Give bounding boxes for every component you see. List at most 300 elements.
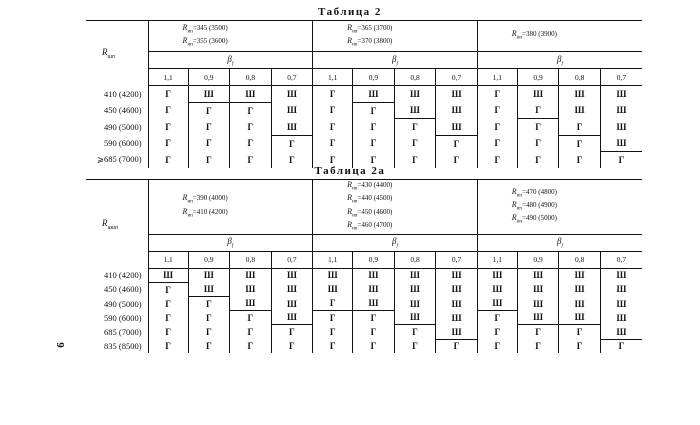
cell-value: Ш: [574, 105, 585, 116]
table-cell: [559, 102, 601, 119]
group-header: [313, 21, 478, 52]
cell-value: Г: [370, 105, 377, 116]
r-value: =355 (3600): [192, 37, 228, 45]
row-header-subscript: шп: [107, 53, 116, 60]
beta-header: [148, 234, 313, 251]
table-cell: [477, 311, 517, 325]
cell-value: Ш: [410, 312, 420, 323]
cell-value: Г: [494, 326, 501, 337]
cell-value: Г: [576, 341, 583, 352]
cell-value: Ш: [203, 88, 214, 99]
cell-value: Г: [535, 122, 541, 132]
r-symbol: R: [347, 193, 353, 203]
beta-header: [477, 234, 642, 251]
coef-header: 1,1: [477, 69, 517, 86]
cell-value: Ш: [533, 312, 544, 323]
table-cell: [271, 102, 313, 119]
cell-value: Г: [165, 341, 171, 352]
table-cell: [188, 282, 230, 296]
table-cell: [600, 86, 642, 103]
table-cell: [313, 135, 353, 152]
coef-header: 0,7: [600, 69, 642, 86]
r-symbol: R: [347, 206, 353, 216]
table-cell: [477, 282, 517, 296]
table-cell: [271, 268, 313, 282]
cell-value: Ш: [410, 298, 420, 309]
beta-subscript: f: [396, 61, 398, 67]
coef-header: 0,7: [600, 251, 642, 268]
cell-value: Г: [329, 298, 336, 309]
table-cell: [148, 268, 188, 282]
cell-value: Г: [165, 326, 171, 337]
coef-header: 1,1: [313, 69, 353, 86]
cell-value: Г: [494, 312, 501, 323]
table-cell: [271, 86, 313, 103]
table-row: [86, 102, 642, 119]
table2a-title: Таблица 2а: [314, 165, 386, 177]
cell-value: Ш: [286, 121, 297, 132]
cell-value: Ш: [203, 284, 214, 295]
row-header-symbol: R: [102, 46, 108, 57]
cell-value: Ш: [163, 270, 173, 281]
cell-value: Ш: [368, 270, 379, 281]
table-cell: [436, 325, 478, 339]
r-subscript: ип: [187, 199, 193, 205]
table-cell: [436, 86, 478, 103]
table-cell: [394, 339, 436, 353]
table-cell: [436, 119, 478, 136]
cell-value: Г: [289, 154, 295, 165]
r-value: =470 (4800): [522, 187, 557, 196]
cell-value: Г: [412, 341, 418, 352]
cell-value: Ш: [245, 270, 256, 281]
table-cell: [148, 119, 188, 136]
table-cell: [188, 102, 230, 119]
beta-symbol: β: [556, 53, 562, 64]
r-symbol: R: [511, 186, 517, 196]
cell-value: Ш: [616, 284, 627, 295]
table-cell: [188, 268, 230, 282]
r-value: =345 (3500): [192, 23, 228, 32]
table-cell: [477, 325, 517, 339]
cell-value: Ш: [616, 326, 627, 337]
cell-value: Ш: [286, 312, 297, 323]
cell-value: Г: [165, 312, 171, 323]
r-symbol: R: [347, 180, 353, 189]
table-cell: [148, 311, 188, 325]
cell-value: Г: [329, 105, 336, 116]
cell-value: Г: [205, 138, 212, 149]
table-cell: [436, 339, 478, 353]
cell-value: Ш: [533, 298, 544, 309]
table-cell: [353, 135, 395, 152]
table-cell: [600, 135, 642, 152]
cell-value: Ш: [368, 298, 379, 309]
cell-value: Г: [535, 327, 541, 338]
cell-value: Г: [329, 154, 336, 165]
r-value: =450 (4600): [357, 207, 393, 216]
cell-value: Ш: [533, 284, 544, 295]
cell-value: Г: [247, 341, 254, 352]
cell-value: Г: [205, 298, 212, 309]
cell-value: Г: [289, 138, 295, 149]
cell-value: Г: [205, 154, 212, 165]
coef-header: 0,8: [559, 69, 601, 86]
table-cell: [436, 102, 478, 119]
cell-value: Г: [165, 138, 171, 149]
table-cell: [600, 296, 642, 310]
table-cell: [271, 135, 313, 152]
cell-value: Ш: [616, 298, 627, 309]
cell-value: Ш: [286, 89, 297, 99]
cell-value: Г: [453, 341, 460, 352]
coef-header: 0,7: [271, 251, 313, 268]
cell-value: Ш: [410, 89, 420, 99]
cell-value: Г: [412, 154, 418, 165]
cell-value: Ш: [492, 284, 503, 295]
row-header: [86, 21, 148, 86]
table-cell: [559, 339, 601, 353]
r-subscript: ип: [516, 193, 523, 199]
group-line: [149, 36, 313, 49]
table-cell: [188, 135, 230, 152]
cell-value: Г: [247, 154, 254, 165]
cell-value: Г: [289, 327, 295, 338]
table-row: [86, 135, 642, 152]
group-line: [313, 180, 477, 193]
r-symbol: R: [182, 206, 188, 216]
beta-symbol: β: [392, 53, 397, 64]
coef-header: 0,8: [394, 69, 436, 86]
r-symbol: R: [182, 193, 188, 203]
table-cell: [313, 339, 353, 353]
group-header: [148, 180, 313, 235]
table-cell: [477, 296, 517, 310]
beta-subscript: f: [561, 61, 563, 67]
cell-value: Г: [494, 341, 501, 352]
table-cell: [353, 296, 395, 310]
table-cell: [271, 282, 313, 296]
table-cell: [436, 311, 478, 325]
table-cell: [600, 325, 642, 339]
cell-value: Ш: [203, 270, 214, 281]
cell-value: Г: [412, 327, 418, 338]
table-cell: [188, 86, 230, 103]
beta-subscript: f: [231, 243, 234, 249]
table-cell: [394, 268, 436, 282]
cell-value: Г: [247, 138, 254, 149]
table-cell: [517, 282, 559, 296]
cell-value: Ш: [451, 326, 462, 337]
table-cell: [313, 311, 353, 325]
group-line: [149, 193, 313, 206]
table-cell: [148, 102, 188, 119]
table-cell: [353, 339, 395, 353]
group-line: [313, 193, 477, 206]
table-cell: [230, 339, 272, 353]
table-row: [86, 282, 642, 296]
r-subscript: ип: [352, 29, 358, 34]
cell-value: Г: [370, 341, 377, 352]
table-cell: [188, 311, 230, 325]
r-subscript: ип: [516, 206, 523, 212]
cell-value: Ш: [616, 138, 627, 148]
r-value: =390 (4000): [192, 194, 228, 203]
table-cell: [271, 325, 313, 339]
coef-header: 1,1: [477, 251, 517, 268]
cell-value: Ш: [492, 298, 503, 309]
cell-value: Г: [329, 89, 336, 99]
r-value: =490 (5000): [522, 214, 557, 223]
table-row: [86, 268, 642, 282]
cell-value: Ш: [574, 284, 585, 295]
table-cell: [559, 311, 601, 325]
cell-value: Ш: [245, 298, 256, 309]
beta-header: [313, 52, 478, 69]
table-cell: [600, 282, 642, 296]
table-cell: [148, 339, 188, 353]
cell-value: Г: [535, 105, 541, 115]
table-cell: [230, 102, 272, 119]
cell-value: Ш: [616, 89, 627, 99]
cell-value: Ш: [574, 270, 585, 281]
cell-value: Ш: [286, 105, 297, 116]
table-cell: [600, 268, 642, 282]
table-cell: [477, 102, 517, 119]
table-cell: [394, 296, 436, 310]
table-row: [86, 86, 642, 103]
row-header: [86, 180, 148, 269]
group-line: [478, 213, 642, 226]
cell-value: Г: [205, 105, 212, 116]
cell-value: Г: [370, 312, 377, 323]
table-cell: [559, 282, 601, 296]
table-row: [86, 296, 642, 310]
r-value: =370 (3800): [357, 37, 393, 45]
r-subscript: ип: [352, 186, 358, 192]
beta-header: [477, 52, 642, 69]
coef-header: 0,9: [188, 251, 230, 268]
cell-value: Г: [576, 154, 583, 165]
cell-value: Ш: [616, 270, 627, 281]
cell-value: Г: [618, 155, 625, 165]
row-label: 590 (6000): [104, 138, 142, 149]
cell-value: Ш: [574, 312, 585, 323]
r-value: =380 (3900): [522, 30, 557, 39]
table-cell: [517, 102, 559, 119]
cell-value: Г: [165, 154, 171, 165]
row-label: 490 (5000): [104, 121, 142, 132]
table-cell: [394, 325, 436, 339]
cell-value: Г: [247, 326, 254, 337]
cell-value: Г: [247, 121, 254, 132]
table-cell: [394, 135, 436, 152]
table-row: [86, 311, 642, 325]
table-cell: [436, 296, 478, 310]
r-subscript: ип: [187, 29, 193, 34]
table-cell: [230, 135, 272, 152]
cell-value: Г: [494, 121, 501, 132]
table-cell: [188, 119, 230, 136]
table-cell: [313, 325, 353, 339]
r-value: =460 (4700): [357, 221, 393, 230]
r-symbol: R: [511, 29, 517, 39]
table-cell: [230, 86, 272, 103]
table-cell: [353, 102, 395, 119]
row-label: 410 (4200): [104, 270, 142, 281]
r-symbol: R: [511, 200, 517, 210]
cell-value: Г: [494, 89, 501, 99]
table-cell: [148, 325, 188, 339]
cell-value: Г: [289, 341, 295, 352]
coef-header: 1,1: [313, 251, 353, 268]
beta-header: [313, 234, 478, 251]
table-cell: [271, 339, 313, 353]
group-line: [313, 207, 477, 220]
cell-value: Г: [329, 121, 336, 132]
table-cell: [313, 119, 353, 136]
table-cell: [188, 325, 230, 339]
r-symbol: R: [182, 22, 188, 32]
cell-value: Г: [205, 326, 212, 337]
cell-value: Г: [247, 312, 254, 323]
table-2a: [86, 179, 642, 353]
group-line: [149, 23, 313, 36]
table-cell: [271, 311, 313, 325]
group-line: [149, 207, 313, 220]
cell-value: Г: [412, 138, 418, 149]
table2-title: Таблица 2: [318, 6, 382, 18]
table-cell: [394, 102, 436, 119]
table-cell: [271, 296, 313, 310]
coef-header: 0,7: [436, 251, 478, 268]
coef-header: 0,9: [353, 69, 395, 86]
cell-value: Ш: [451, 105, 462, 116]
group-line: [478, 29, 642, 42]
table-cell: [230, 282, 272, 296]
table-cell: [436, 268, 478, 282]
r-symbol: R: [511, 213, 517, 223]
beta-symbol: β: [227, 53, 232, 64]
table-cell: [188, 339, 230, 353]
table-cell: [517, 135, 559, 152]
cell-value: Г: [370, 121, 377, 132]
table-row: [86, 325, 642, 339]
cell-value: Ш: [410, 270, 420, 281]
table-cell: [477, 268, 517, 282]
group-line: [478, 200, 642, 213]
cell-value: Г: [535, 154, 541, 165]
cell-value: Ш: [286, 298, 297, 309]
cell-value: Ш: [245, 284, 256, 295]
cell-value: Ш: [492, 270, 503, 281]
cell-value: Ш: [616, 312, 627, 323]
r-subscript: ип: [516, 35, 523, 41]
r-symbol: R: [182, 36, 188, 45]
table-cell: [148, 135, 188, 152]
group-header: [148, 21, 313, 52]
cell-value: Г: [205, 312, 212, 323]
table-cell: [517, 325, 559, 339]
table-cell: [600, 119, 642, 136]
table-cell: [517, 119, 559, 136]
table-cell: [313, 268, 353, 282]
table-cell: [230, 311, 272, 325]
group-line: [313, 23, 477, 36]
beta-subscript: f: [396, 243, 398, 249]
table-cell: [188, 296, 230, 310]
r-value: =440 (4500): [357, 194, 393, 203]
cell-value: Ш: [451, 298, 462, 309]
table-cell: [477, 86, 517, 103]
cell-value: Ш: [245, 88, 256, 99]
group-line: [313, 220, 477, 233]
cell-value: Г: [205, 121, 212, 132]
coef-header: 0,7: [436, 69, 478, 86]
table-cell: [230, 325, 272, 339]
cell-value: Г: [165, 298, 171, 309]
cell-value: Ш: [286, 270, 297, 281]
coef-header: 1,1: [148, 69, 188, 86]
table-cell: [353, 282, 395, 296]
group-line: [478, 187, 642, 200]
cell-value: Г: [165, 89, 171, 99]
cell-value: Г: [329, 138, 336, 149]
cell-value: Ш: [410, 284, 420, 295]
coef-header: 0,8: [230, 251, 272, 268]
table-cell: [517, 268, 559, 282]
cell-value: Ш: [451, 312, 462, 323]
table-cell: [353, 325, 395, 339]
cell-value: Ш: [410, 105, 420, 115]
cell-value: Ш: [574, 89, 585, 99]
cell-value: Г: [576, 121, 583, 132]
cell-value: Г: [165, 105, 171, 116]
table-cell: [394, 282, 436, 296]
table-cell: [517, 311, 559, 325]
page-number: 6: [54, 342, 67, 348]
cell-value: Г: [329, 312, 336, 323]
coef-header: 0,9: [517, 251, 559, 268]
table-cell: [353, 268, 395, 282]
cell-value: Г: [576, 327, 583, 338]
row-header-symbol: R: [102, 217, 108, 228]
row-label: 590 (6000): [104, 312, 142, 323]
coef-header: 0,9: [188, 69, 230, 86]
table-cell: [477, 119, 517, 136]
table-cell: [313, 282, 353, 296]
table-cell: [353, 311, 395, 325]
table-cell: [600, 311, 642, 325]
cell-value: Ш: [368, 88, 379, 99]
table-cell: [559, 135, 601, 152]
cell-value: Г: [576, 138, 583, 149]
table-cell: [313, 296, 353, 310]
beta-subscript: f: [231, 61, 234, 67]
table-cell: [477, 339, 517, 353]
cell-value: Г: [494, 154, 501, 165]
cell-value: Г: [618, 341, 625, 352]
cell-value: Г: [329, 341, 336, 352]
row-label: 685 (7000): [104, 326, 142, 337]
cell-value: Г: [370, 154, 377, 165]
cell-value: Г: [535, 341, 541, 352]
cell-value: Г: [453, 154, 460, 165]
coef-header: 0,9: [353, 251, 395, 268]
cell-value: Ш: [451, 270, 462, 281]
coef-header: 1,1: [148, 251, 188, 268]
beta-symbol: β: [556, 236, 562, 247]
